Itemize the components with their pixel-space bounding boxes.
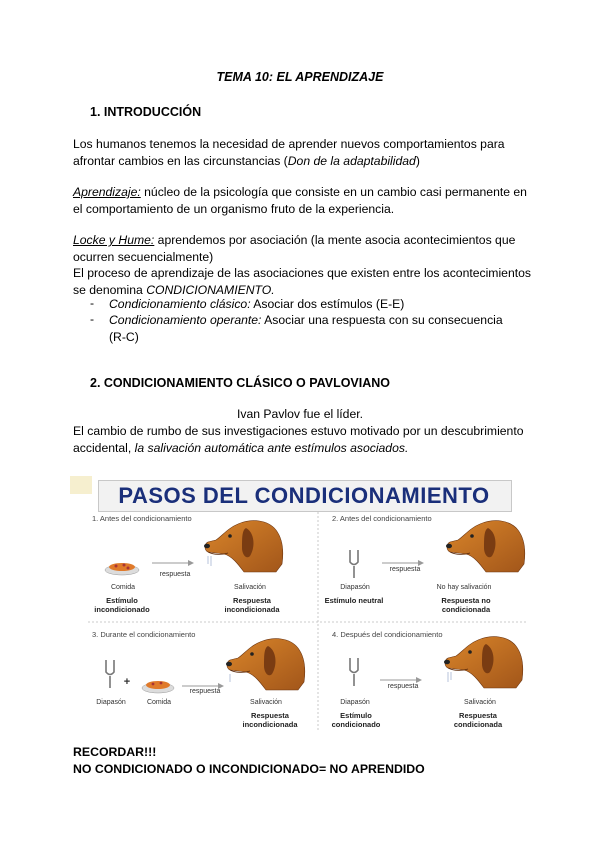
- recordar-note: [73, 744, 425, 778]
- pavlov-line: Ivan Pavlov fue el líder.: [236, 407, 363, 421]
- panel-3-response: Salivación: [250, 699, 282, 706]
- panel-4-stimulus: Diapasón: [340, 699, 370, 706]
- panel-3-stimulus: Diapasón: [96, 699, 126, 706]
- recordar-text: NO CONDICIONADO O INCONDICIONADO= NO APRENDIDO: [73, 762, 425, 776]
- panel-2-response-type: Respuesta no condicionada: [441, 596, 491, 614]
- panel-1-response-type: Respuesta incondicionada: [224, 596, 280, 614]
- section-2-heading: 2. CONDICIONAMIENTO CLÁSICO O PAVLOVIANO: [90, 376, 391, 390]
- panel-4-response: Salivación: [464, 699, 496, 706]
- panel-3-plus: +: [123, 676, 131, 688]
- panel-2-stimulus-type: Estímulo neutral: [324, 596, 384, 605]
- pavlov-paragraph: El cambio de rumbo de sus investigaciones estuvo motivado por un descubrimiento accidental, la salivación automática ante estímulos asociados.: [73, 424, 524, 455]
- panel-4-arrow-label: respuesta: [387, 683, 419, 690]
- recordar-heading: RECORDAR!!!: [73, 745, 157, 759]
- panel-1-response: Salivación: [234, 584, 266, 591]
- panel-4-label: 4. Después del condicionamiento: [332, 630, 443, 639]
- aprendizaje-definition: Aprendizaje: núcleo de la psicología que consiste en un cambio casi permanente en el comportamiento de un organismo fruto de la experiencia.: [73, 185, 527, 216]
- locke-hume-paragraph: Locke y Hume: aprendemos por asociación (la mente asocia acontecimientos que ocurren secuencialmente) El proceso de aprendizaje de las asociaciones que existen entre los acontecimientos se denomina CONDICIONAMIENTO.: [73, 233, 531, 297]
- panel-4-stimulus-type: Estímulo condicionado: [331, 711, 381, 729]
- intro-line-2: afrontar cambios en las circunstancias (Don de la adaptabilidad): [73, 153, 420, 168]
- intro-line-1: Los humanos tenemos la necesidad de aprender nuevos comportamientos para: [73, 137, 505, 151]
- panel-1-label: 1. Antes del condicionamiento: [92, 514, 192, 523]
- list-bullet: -: [90, 312, 95, 326]
- section-1-heading: 1. INTRODUCCIÓN: [90, 105, 202, 119]
- panel-2-stimulus: Diapasón: [340, 584, 370, 591]
- panel-3-response-type: Respuesta incondicionada: [242, 711, 298, 729]
- panel-2-response: No hay salivación: [436, 584, 492, 591]
- conditioning-figure: [70, 470, 530, 740]
- panel-3-stimulus-2: Comida: [146, 699, 172, 706]
- panel-2-arrow-label: respuesta: [389, 566, 421, 573]
- locke-hume-term: Locke y Hume:: [73, 233, 155, 247]
- panel-1-arrow-label: respuesta: [159, 571, 191, 578]
- panel-2-label: 2. Antes del condicionamiento: [332, 514, 432, 523]
- list-bullet: -: [90, 296, 95, 310]
- panel-3-label: 3. Durante el condicionamiento: [92, 630, 196, 639]
- panel-1-stimulus-type: Estímulo incondicionado: [94, 596, 150, 614]
- aprendizaje-term: Aprendizaje:: [73, 185, 141, 199]
- panel-4-response-type: Respuesta condicionada: [453, 711, 503, 729]
- panel-1-stimulus: Comida: [110, 584, 136, 591]
- document-title: TEMA 10: EL APRENDIZAJE: [216, 70, 384, 84]
- list-item-clasico: Condicionamiento clásico: Asociar dos estímulos (E-E): [109, 297, 405, 311]
- figure-title: PASOS DEL CONDICIONAMIENTO: [118, 483, 490, 508]
- intro-paragraph: [73, 136, 543, 169]
- list-item-operante: Condicionamiento operante: Asociar una respuesta con su consecuencia (R-C): [109, 313, 503, 344]
- panel-3-arrow-label: respuesta: [189, 688, 221, 695]
